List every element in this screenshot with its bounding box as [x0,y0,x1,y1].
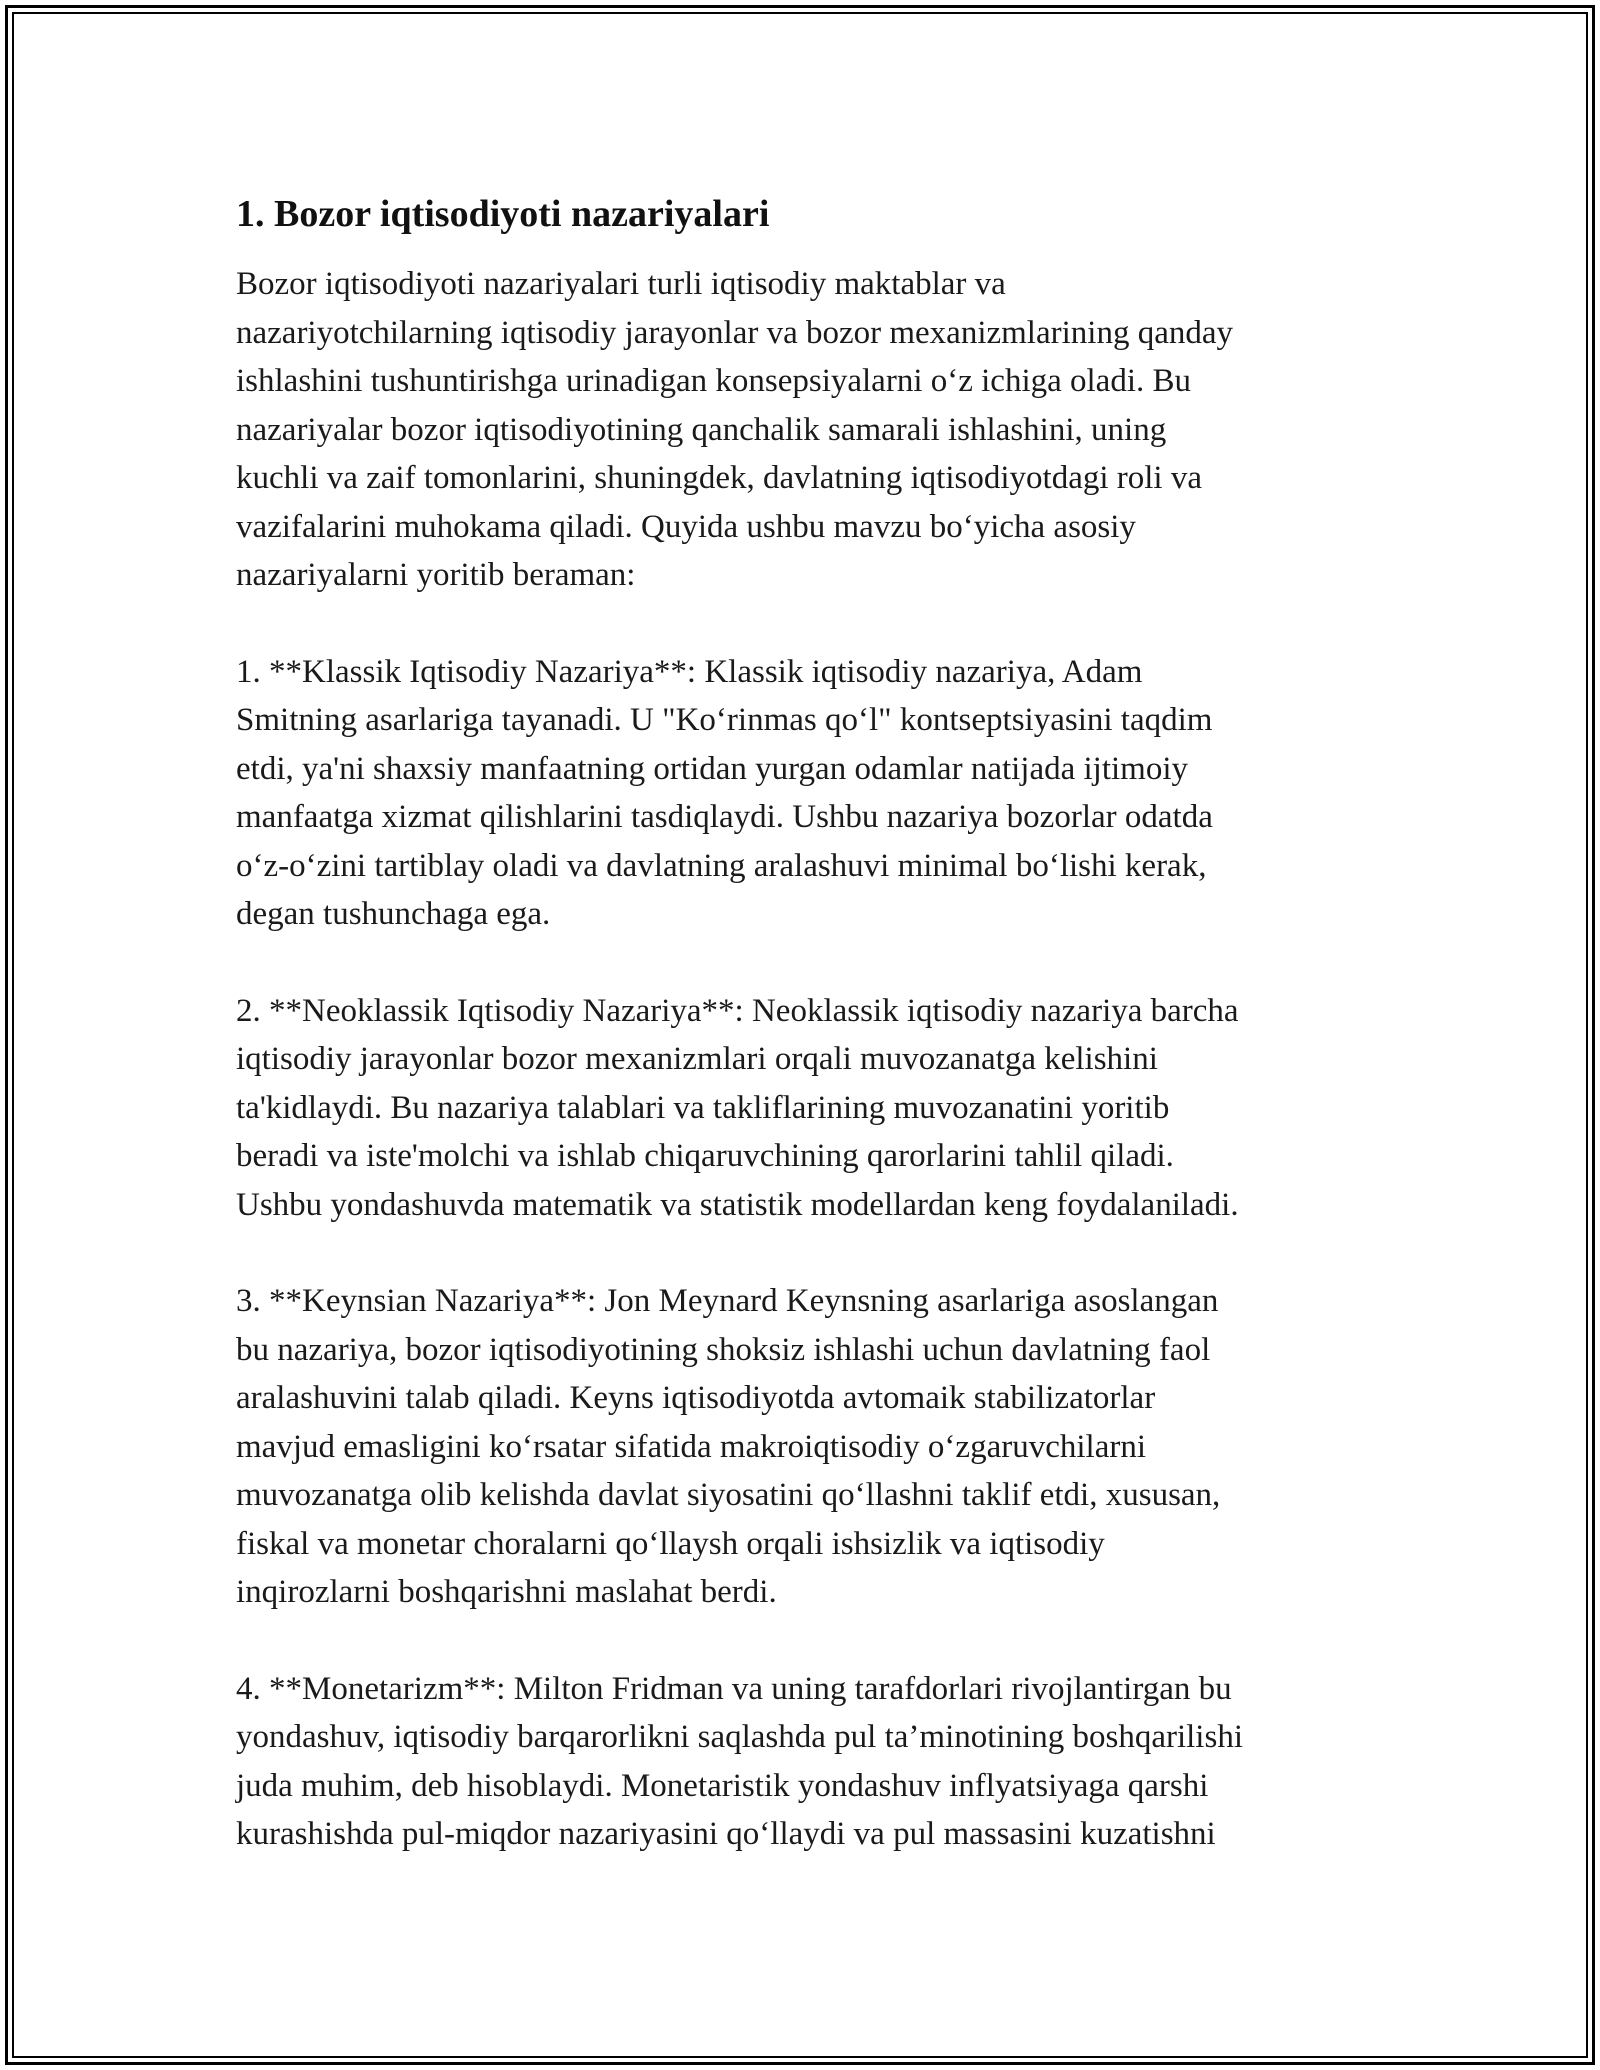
intro-paragraph: Bozor iqtisodiyoti nazariyalari turli iqtisodiy maktablar va nazariyotchilarning iqtisodiy jarayonlar va bozor mexanizmlarining qanday ishlashini tushuntirishga urinadigan konsepsiyalarni o‘z ichiga oladi. Bu nazariyalar bozor iqtisodiyotining qanchalik samarali ishlashini, uning kuchli va zaif tomonlarini, shuningdek, davlatning iqtisodiyotdagi roli va vazifalarini muhokama qiladi. Quyida ushbu mavzu bo‘yicha asosiy nazariyalarni yoritib beraman: [236,266,1233,593]
neoclassical-theory-paragraph: 2. **Neoklassik Iqtisodiy Nazariya**: Neoklassik iqtisodiy nazariya barcha iqtisodiy jarayonlar bozor mexanizmlari orqali muvozanatga kelishini ta'kidlaydi. Bu nazariya talablari va takliflarining muvozanatini yoritib beradi va iste'molchi va ishlab chiqaruvchining qarorlarini tahlil qiladi. Ushbu yondashuvda matematik va statistik modellardan keng foydalaniladi. [236,992,1239,1223]
keynesian-theory-paragraph: 3. **Keynsian Nazariya**: Jon Meynard Keynsning asarlariga asoslangan bu nazariya, bozor iqtisodiyotining shoksiz ishlashi uchun davlatning faol aralashuvini talab qiladi. Keyns iqtisodiyotda avtomaik stabilizatorlar mavjud emasligini ko‘rsatar sifatida makroiqtisodiy o‘zgaruvchilarni muvozanatga olib kelishda davlat siyosatini qo‘llashni taklif etdi, xususan, fiskal va monetar choralarni qo‘llaysh orqali ishsizlik va iqtisodiy inqirozlarni boshqarishni maslahat berdi. [236,1283,1221,1610]
monetarism-paragraph: 4. **Monetarizm**: Milton Fridman va uning tarafdorlari rivojlantirgan bu yondashuv, iqtisodiy barqarorlikni saqlashda pul ta’minotining boshqarilishi juda muhim, deb hisoblaydi. Monetaristik yondashuv inflyatsiyaga qarshi kurashishda pul-miqdor nazariyasini qo‘llaydi va pul massasini kuzatishni [236,1670,1243,1852]
section-heading: 1. Bozor iqtisodiyoti nazariyalari [236,193,770,235]
classical-theory-paragraph: 1. **Klassik Iqtisodiy Nazariya**: Klassik iqtisodiy nazariya, Adam Smitning asarlariga tayanadi. U "Ko‘rinmas qo‘l" kontseptsiyasini taqdim etdi, ya'ni shaxsiy manfaatning ortidan yurgan odamlar natijada ijtimoiy manfaatga xizmat qilishlarini tasdiqlaydi. Ushbu nazariya bozorlar odatda o‘z-o‘zini tartiblay oladi va davlatning aralashuvi minimal bo‘lishi kerak, degan tushunchaga ega. [236,653,1213,932]
document-body [236,190,1376,1859]
